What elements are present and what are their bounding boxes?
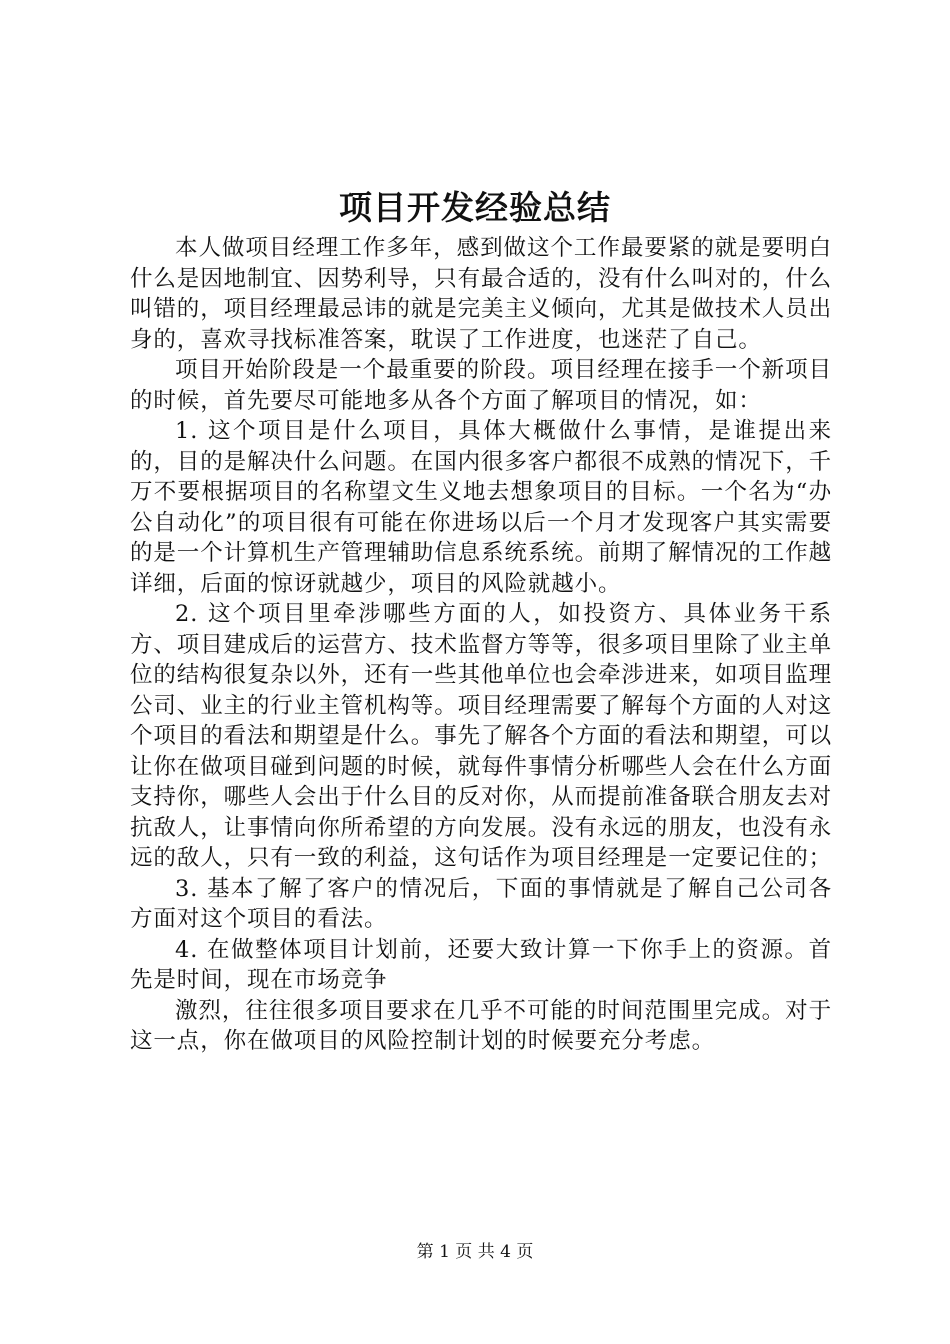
paragraph-item-4: 4. 在做整体项目计划前，还要大致计算一下你手上的资源。首先是时间，现在市场竞争 <box>130 936 832 993</box>
paragraph-project-start: 项目开始阶段是一个最重要的阶段。项目经理在接手一个新项目的时候，首先要尽可能地多从各个方面了解项目的情况，如： <box>130 357 832 414</box>
page-footer: 第 1 页 共 4 页 <box>416 1242 534 1262</box>
paragraph-item-4-continued: 激烈，往往很多项目要求在几乎不可能的时间范围里完成。对于这一点，你在做项目的风险控制计划的时候要充分考虑。 <box>130 997 832 1054</box>
paragraph-intro: 本人做项目经理工作多年，感到做这个工作最要紧的就是要明白什么是因地制宜、因势利导，只有最合适的，没有什么叫对的，什么叫错的，项目经理最忌讳的就是完美主义倾向，尤其是做技术人员出身的，喜欢寻找标准答案，耽误了工作进度，也迷茫了自己。 <box>130 235 833 353</box>
document-body <box>130 233 832 1057</box>
document-title: 项目开发经验总结 <box>339 188 611 227</box>
paragraph-item-3: 3. 基本了解了客户的情况后，下面的事情就是了解自己公司各方面对这个项目的看法。 <box>130 875 832 932</box>
paragraph-item-2: 2. 这个项目里牵涉哪些方面的人，如投资方、具体业务干系方、项目建成后的运营方、技术监督方等等，很多项目里除了业主单位的结构很复杂以外，还有一些其他单位也会牵涉进来，如项目监理公司、业主的行业主管机构等。项目经理需要了解每个方面的人对这个项目的看法和期望是什么。事先了解各个方面的看法和期望，可以让你在做项目碰到问题的时候，就每件事情分析哪些人会在什么方面支持你，哪些人会出于什么目的反对你，从而提前准备联合朋友去对抗敌人，让事情向你所希望的方向发展。没有永远的朋友，也没有永远的敌人，只有一致的利益，这句话作为项目经理是一定要记住的； <box>130 601 833 871</box>
paragraph-item-1: 1. 这个项目是什么项目，具体大概做什么事情，是谁提出来的，目的是解决什么问题。在国内很多客户都很不成熟的情况下，千万不要根据项目的名称望文生义地去想象项目的目标。一个名为“办公自动化”的项目很有可能在你进场以后一个月才发现客户其实需要的是一个计算机生产管理辅助信息系统系统。前期了解情况的工作越详细，后面的惊讶就越少，项目的风险就越小。 <box>130 418 833 597</box>
